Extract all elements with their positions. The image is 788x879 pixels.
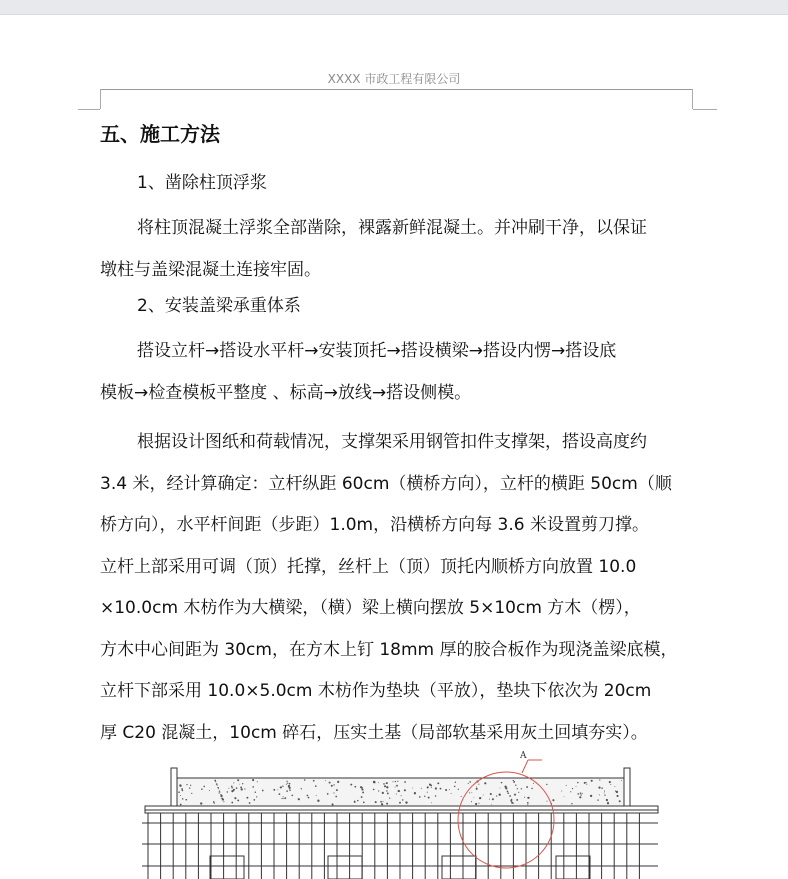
page-header-company: XXXX 市政工程有限公司 — [327, 72, 461, 86]
header-rule — [100, 89, 693, 90]
pier-column — [328, 856, 362, 879]
pier-column — [556, 856, 590, 879]
concrete-speck — [524, 797, 525, 798]
scaffold-diagram — [130, 748, 670, 879]
concrete-speck — [283, 796, 284, 797]
concrete-speck — [220, 792, 221, 793]
concrete-speck — [185, 799, 186, 800]
concrete-speck — [387, 792, 389, 794]
concrete-speck — [579, 796, 581, 798]
concrete-speck — [419, 796, 421, 798]
concrete-speck — [401, 795, 402, 796]
concrete-speck — [527, 802, 529, 804]
concrete-speck — [217, 785, 218, 786]
concrete-speck — [180, 795, 181, 796]
margin-corner-right — [692, 89, 693, 109]
concrete-speck — [287, 782, 288, 783]
concrete-speck — [617, 796, 618, 797]
concrete-speck — [240, 786, 242, 788]
concrete-speck — [515, 785, 516, 786]
concrete-speck — [490, 793, 492, 795]
concrete-speck — [383, 783, 385, 785]
concrete-speck — [216, 783, 218, 785]
concrete-speck — [378, 790, 379, 791]
concrete-speck — [257, 781, 258, 782]
concrete-speck — [298, 798, 300, 800]
concrete-speck — [361, 789, 363, 791]
concrete-speck — [516, 799, 518, 801]
concrete-speck — [292, 795, 293, 796]
concrete-speck — [604, 795, 605, 796]
concrete-speck — [392, 781, 393, 782]
concrete-speck — [281, 798, 282, 799]
concrete-speck — [325, 780, 326, 781]
concrete-speck — [219, 792, 220, 793]
concrete-speck — [451, 793, 452, 794]
concrete-speck — [455, 781, 456, 782]
concrete-speck — [461, 796, 462, 797]
concrete-speck — [566, 785, 567, 786]
concrete-speck — [404, 781, 406, 783]
concrete-speck — [478, 784, 479, 785]
concrete-speck — [496, 795, 497, 796]
pier-column — [210, 856, 244, 879]
concrete-speck — [252, 779, 254, 781]
concrete-speck — [513, 780, 514, 781]
concrete-speck — [509, 795, 511, 797]
concrete-speck — [327, 793, 329, 795]
concrete-speck — [437, 782, 439, 784]
concrete-speck — [182, 798, 184, 800]
concrete-speck — [337, 781, 339, 783]
concrete-speck — [468, 783, 469, 784]
concrete-speck — [606, 799, 608, 801]
concrete-speck — [190, 785, 191, 786]
concrete-speck — [616, 791, 618, 793]
concrete-speck — [241, 788, 243, 790]
concrete-speck — [350, 784, 352, 786]
concrete-speck — [336, 789, 338, 791]
concrete-speck — [590, 795, 592, 797]
concrete-speck — [286, 784, 287, 785]
concrete-speck — [405, 801, 407, 803]
concrete-speck — [607, 802, 608, 803]
detail-label: A — [520, 751, 527, 761]
concrete-speck — [289, 783, 291, 785]
concrete-speck — [563, 796, 564, 797]
concrete-speck — [427, 786, 429, 788]
concrete-speck — [414, 792, 416, 794]
concrete-speck — [301, 788, 302, 789]
concrete-speck — [599, 794, 600, 795]
step2-heading: 2、安装盖梁承重体系 — [137, 296, 301, 316]
concrete-speck — [381, 803, 383, 805]
concrete-speck — [227, 791, 228, 792]
concrete-speck — [586, 784, 587, 785]
concrete-speck — [427, 792, 428, 793]
paragraph-line: 立杆下部采用 10.0×5.0cm 木枋作为垫块（平放），垫块下依次为 20cm — [100, 681, 652, 701]
concrete-speck — [361, 796, 363, 798]
concrete-speck — [386, 782, 388, 784]
concrete-speck — [395, 781, 396, 782]
concrete-speck — [315, 785, 317, 787]
beam-left-wall — [171, 768, 177, 810]
concrete-speck — [597, 799, 598, 800]
concrete-speck — [329, 782, 331, 784]
concrete-speck — [246, 797, 248, 799]
concrete-speck — [333, 792, 334, 793]
concrete-speck — [354, 801, 356, 803]
concrete-speck — [576, 786, 577, 787]
concrete-speck — [449, 789, 450, 790]
concrete-speck — [552, 799, 554, 801]
concrete-speck — [313, 780, 315, 782]
margin-corner-left — [100, 89, 101, 109]
concrete-speck — [402, 799, 403, 800]
concrete-speck — [178, 791, 180, 793]
concrete-speck — [511, 802, 513, 804]
concrete-speck — [333, 784, 334, 785]
paragraph-line: 3.4 米，经计算确定：立杆纵距 60cm（横桥方向），立杆的横距 50cm（顺 — [100, 473, 672, 494]
concrete-speck — [386, 786, 388, 788]
concrete-speck — [233, 782, 234, 783]
concrete-speck — [397, 781, 398, 782]
concrete-speck — [286, 790, 288, 792]
concrete-speck — [476, 788, 478, 790]
concrete-speck — [458, 789, 459, 790]
concrete-speck — [242, 783, 243, 784]
concrete-speck — [283, 798, 284, 799]
concrete-speck — [219, 791, 220, 792]
concrete-speck — [604, 791, 605, 792]
concrete-speck — [483, 794, 484, 795]
margin-corner-right-h — [693, 109, 717, 110]
concrete-speck — [621, 780, 622, 781]
concrete-speck — [396, 794, 397, 795]
concrete-speck — [476, 786, 477, 787]
concrete-speck — [228, 788, 229, 789]
paragraph-line: 墩柱与盖梁混凝土连接牢固。 — [100, 260, 321, 280]
concrete-speck — [471, 792, 472, 793]
concrete-speck — [181, 788, 183, 790]
concrete-speck — [521, 788, 522, 789]
concrete-speck — [489, 799, 490, 800]
concrete-speck — [546, 801, 547, 802]
concrete-speck — [244, 788, 245, 789]
concrete-speck — [510, 800, 512, 802]
concrete-speck — [357, 800, 358, 801]
concrete-speck — [513, 782, 514, 783]
concrete-speck — [571, 803, 572, 804]
concrete-speck — [236, 787, 238, 789]
concrete-speck — [514, 794, 516, 796]
concrete-speck — [527, 804, 528, 805]
concrete-speck — [182, 790, 184, 792]
concrete-speck — [533, 783, 534, 784]
section-title: 五、施工方法 — [100, 122, 220, 146]
concrete-speck — [386, 790, 387, 791]
concrete-speck — [395, 787, 396, 788]
concrete-speck — [435, 787, 437, 789]
concrete-speck — [586, 782, 587, 783]
concrete-speck — [203, 786, 205, 788]
concrete-speck — [546, 784, 547, 785]
concrete-speck — [527, 797, 529, 799]
paragraph-line: 桥方向），水平杆间距（步距）1.0m，沿横桥方向每 3.6 米设置剪刀撑。 — [100, 515, 649, 535]
concrete-beam — [177, 778, 624, 808]
concrete-speck — [286, 781, 287, 782]
concrete-speck — [577, 793, 579, 795]
concrete-speck — [373, 789, 375, 791]
concrete-speck — [191, 793, 192, 794]
concrete-speck — [479, 797, 481, 799]
concrete-speck — [499, 794, 501, 796]
concrete-speck — [484, 782, 486, 784]
concrete-speck — [284, 797, 286, 799]
concrete-speck — [507, 791, 509, 793]
concrete-speck — [609, 781, 611, 783]
concrete-speck — [189, 787, 190, 788]
concrete-speck — [213, 801, 215, 803]
concrete-speck — [277, 789, 278, 790]
concrete-speck — [186, 784, 187, 785]
concrete-speck — [262, 790, 264, 792]
concrete-speck — [383, 801, 384, 802]
concrete-speck — [233, 789, 235, 791]
concrete-speck — [469, 792, 470, 793]
concrete-speck — [214, 780, 216, 782]
concrete-speck — [316, 795, 317, 796]
concrete-speck — [469, 781, 471, 783]
concrete-speck — [239, 784, 240, 785]
concrete-speck — [249, 802, 251, 804]
concrete-speck — [231, 787, 232, 788]
concrete-speck — [404, 789, 406, 791]
concrete-speck — [378, 782, 379, 783]
concrete-speck — [231, 786, 233, 788]
concrete-speck — [223, 801, 224, 802]
concrete-speck — [237, 799, 239, 801]
paragraph-line: 厚 C20 混凝土，10cm 碎石，压实土基（局部软基采用灰土回填夯实）。 — [100, 722, 648, 743]
concrete-speck — [280, 787, 281, 788]
concrete-speck — [382, 792, 384, 794]
concrete-speck — [231, 802, 233, 804]
concrete-speck — [424, 796, 425, 797]
paragraph-line: 搭设立杆→搭设水平杆→安装顶托→搭设横梁→搭设内愣→搭设底 — [137, 341, 617, 361]
concrete-speck — [577, 782, 578, 783]
concrete-speck — [591, 780, 593, 782]
concrete-speck — [473, 797, 474, 798]
concrete-speck — [431, 787, 432, 788]
concrete-speck — [580, 792, 581, 793]
concrete-speck — [221, 798, 222, 799]
concrete-speck — [307, 795, 309, 797]
concrete-speck — [256, 796, 257, 797]
concrete-speck — [273, 789, 275, 791]
concrete-speck — [491, 804, 492, 805]
concrete-speck — [234, 797, 236, 799]
concrete-speck — [209, 790, 210, 791]
concrete-speck — [255, 791, 256, 792]
pier-column — [442, 856, 476, 879]
concrete-speck — [373, 781, 375, 783]
concrete-speck — [308, 797, 310, 799]
detail-leader-line — [522, 760, 528, 773]
concrete-speck — [582, 793, 583, 794]
concrete-speck — [179, 785, 181, 787]
step2-detail-paragraph — [100, 422, 693, 754]
concrete-speck — [475, 803, 477, 805]
concrete-speck — [614, 786, 615, 787]
concrete-speck — [304, 779, 306, 781]
concrete-speck — [384, 785, 386, 787]
concrete-speck — [222, 798, 224, 800]
concrete-speck — [288, 787, 290, 789]
concrete-speck — [572, 788, 573, 789]
concrete-speck — [282, 786, 283, 787]
paragraph-line: 根据设计图纸和荷载情况，支撑架采用钢管扣件支撑架，搭设高度约 — [137, 432, 647, 452]
concrete-speck — [331, 785, 333, 787]
concrete-speck — [279, 793, 281, 795]
concrete-speck — [517, 788, 518, 789]
concrete-speck — [289, 789, 291, 791]
concrete-speck — [396, 785, 398, 787]
concrete-speck — [380, 801, 382, 803]
concrete-speck — [601, 787, 603, 789]
paragraph-line: 立杆上部采用可调（顶）托撑，丝杆上（顶）顶托内顺桥方向放置 10.0 — [100, 556, 637, 577]
concrete-speck — [386, 803, 388, 805]
concrete-speck — [505, 787, 507, 789]
concrete-speck — [214, 803, 215, 804]
concrete-speck — [354, 786, 356, 788]
concrete-speck — [335, 796, 337, 798]
concrete-speck — [501, 782, 503, 784]
concrete-speck — [220, 795, 222, 797]
concrete-speck — [492, 798, 494, 800]
concrete-speck — [619, 800, 621, 802]
concrete-speck — [435, 795, 436, 796]
margin-corner-left-h — [78, 109, 100, 110]
concrete-speck — [389, 797, 390, 798]
concrete-speck — [570, 791, 571, 792]
concrete-speck — [507, 792, 509, 794]
concrete-speck — [201, 788, 203, 790]
concrete-speck — [445, 789, 447, 791]
paragraph-line: ×10.0cm 木枋作为大横梁，（横）梁上横向摆放 5×10cm 方木（楞）， — [100, 598, 641, 618]
concrete-speck — [399, 802, 401, 804]
concrete-speck — [584, 782, 586, 784]
concrete-speck — [431, 802, 432, 803]
step2-flow-paragraph — [100, 330, 693, 414]
concrete-speck — [218, 788, 219, 789]
concrete-speck — [478, 803, 479, 804]
concrete-speck — [428, 797, 430, 799]
concrete-speck — [332, 803, 334, 805]
window-top-bar — [0, 0, 788, 15]
step1-heading: 1、凿除柱顶浮浆 — [137, 173, 267, 193]
concrete-speck — [518, 792, 519, 793]
concrete-speck — [361, 787, 363, 789]
timber-battens — [145, 810, 658, 813]
concrete-speck — [252, 786, 254, 788]
step1-paragraph — [100, 207, 693, 291]
concrete-speck — [200, 802, 202, 804]
concrete-speck — [412, 787, 413, 788]
concrete-speck — [454, 786, 456, 788]
concrete-speck — [317, 800, 319, 802]
paragraph-line: 方木中心间距为 30cm，在方木上钉 18mm 厚的胶合板作为现浇盖梁底模， — [100, 639, 678, 660]
beam-right-wall — [624, 768, 630, 810]
paragraph-line: 将柱顶混凝土浮浆全部凿除，裸露新鲜混凝土。并冲刷干净，以保证 — [137, 218, 647, 238]
concrete-speck — [610, 784, 611, 785]
concrete-speck — [237, 779, 239, 781]
concrete-speck — [429, 784, 431, 786]
concrete-speck — [253, 799, 255, 801]
concrete-speck — [471, 801, 472, 802]
concrete-speck — [500, 788, 501, 789]
concrete-speck — [440, 788, 442, 790]
paragraph-line: 模板→检查模板平整度 、标高→放线→搭设侧模。 — [100, 383, 472, 403]
concrete-speck — [421, 788, 422, 789]
concrete-speck — [561, 791, 562, 792]
concrete-speck — [531, 788, 532, 789]
concrete-speck — [217, 787, 219, 789]
concrete-speck — [398, 790, 400, 792]
concrete-speck — [580, 794, 581, 795]
concrete-speck — [215, 781, 216, 782]
concrete-speck — [526, 786, 528, 788]
concrete-speck — [375, 801, 377, 803]
concrete-speck — [599, 779, 600, 780]
bottom-formwork — [145, 806, 658, 810]
concrete-speck — [180, 804, 182, 806]
concrete-speck — [362, 791, 364, 793]
concrete-speck — [604, 792, 605, 793]
concrete-speck — [363, 802, 365, 804]
concrete-speck — [598, 786, 600, 788]
